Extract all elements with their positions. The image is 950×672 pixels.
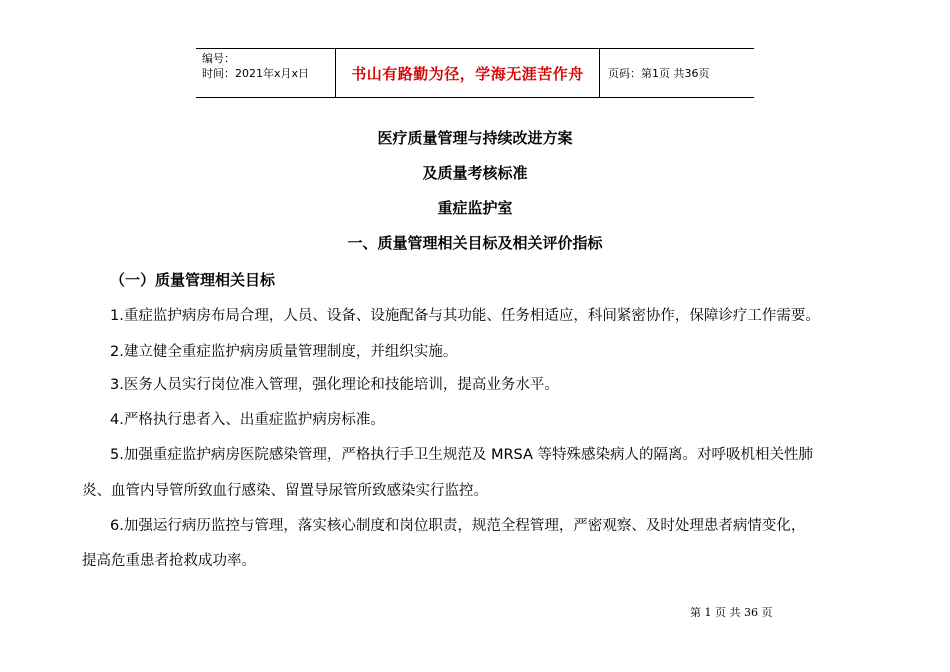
paragraph-5-line-1: 5.加强重症监护病房医院感染管理，严格执行手卫生规范及 MRSA 等特殊感染病人的隔离。对呼吸机相关性肺 <box>110 447 814 463</box>
document-header <box>196 48 754 98</box>
header-page-info: 页码：第1页 共36页 <box>608 67 710 80</box>
paragraph-4: 4.严格执行患者入、出重症监护病房标准。 <box>110 412 385 428</box>
paragraph-3: 3.医务人员实行岗位准入管理，强化理论和技能培训，提高业务水平。 <box>110 377 559 393</box>
paragraph-2: 2.建立健全重症监护病房质量管理制度，并组织实施。 <box>110 344 458 360</box>
header-meta <box>196 49 336 97</box>
number-label: 编号： <box>202 52 235 65</box>
section-heading: （一）质量管理相关目标 <box>110 271 276 289</box>
page-footer: 第 1 页 共 36 页 <box>690 606 773 619</box>
header-motto: 书山有路勤为径，学海无涯苦作舟 <box>336 49 600 97</box>
document-subtitle: 及质量考核标准 <box>422 164 528 182</box>
document-title: 医疗质量管理与持续改进方案 <box>377 129 573 147</box>
paragraph-6-line-1: 6.加强运行病历监控与管理，落实核心制度和岗位职责，规范全程管理，严密观察、及时处理患者病情变化， <box>110 518 806 534</box>
paragraph-1: 1.重症监护病房布局合理，人员、设备、设施配备与其功能、任务相适应，科间紧密协作，保障诊疗工作需要。 <box>110 308 820 324</box>
chapter-title: 一、质量管理相关目标及相关评价指标 <box>347 234 603 252</box>
time-label: 时间：2021年x月x日 <box>202 67 310 80</box>
paragraph-6-line-2: 提高危重患者抢救成功率。 <box>82 553 256 569</box>
department-title: 重症监护室 <box>437 199 513 217</box>
paragraph-5-line-2: 炎、血管内导管所致血行感染、留置导尿管所致感染实行监控。 <box>82 483 488 499</box>
